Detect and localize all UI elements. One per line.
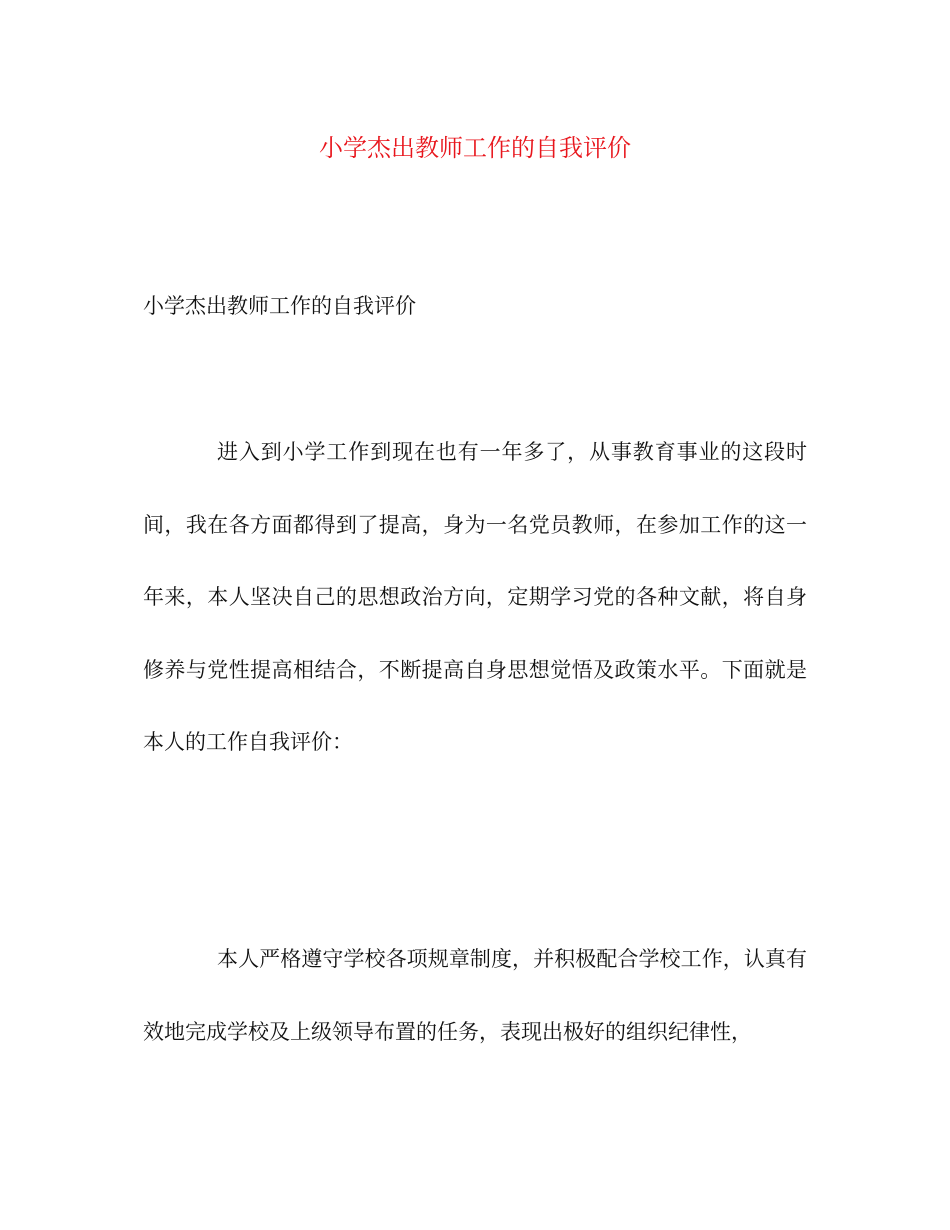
body-paragraph-1: 进入到小学工作到现在也有一年多了，从事教育事业的这段时间，我在各方面都得到了提高，身为一名党员教师，在参加工作的这一年来，本人坚决自己的思想政治方向，定期学习党的各种文献，将自身修养与党性提高相结合，不断提高自身思想觉悟及政策水平。下面就是本人的工作自我评价： xyxy=(143,440,807,754)
body-paragraph-2: 本人严格遵守学校各项规章制度，并积极配合学校工作，认真有效地完成学校及上级领导布置的任务，表现出极好的组织纪律性， xyxy=(143,947,807,1044)
document-title: 小学杰出教师工作的自我评价 xyxy=(319,134,631,162)
document-subtitle: 小学杰出教师工作的自我评价 xyxy=(143,294,416,318)
